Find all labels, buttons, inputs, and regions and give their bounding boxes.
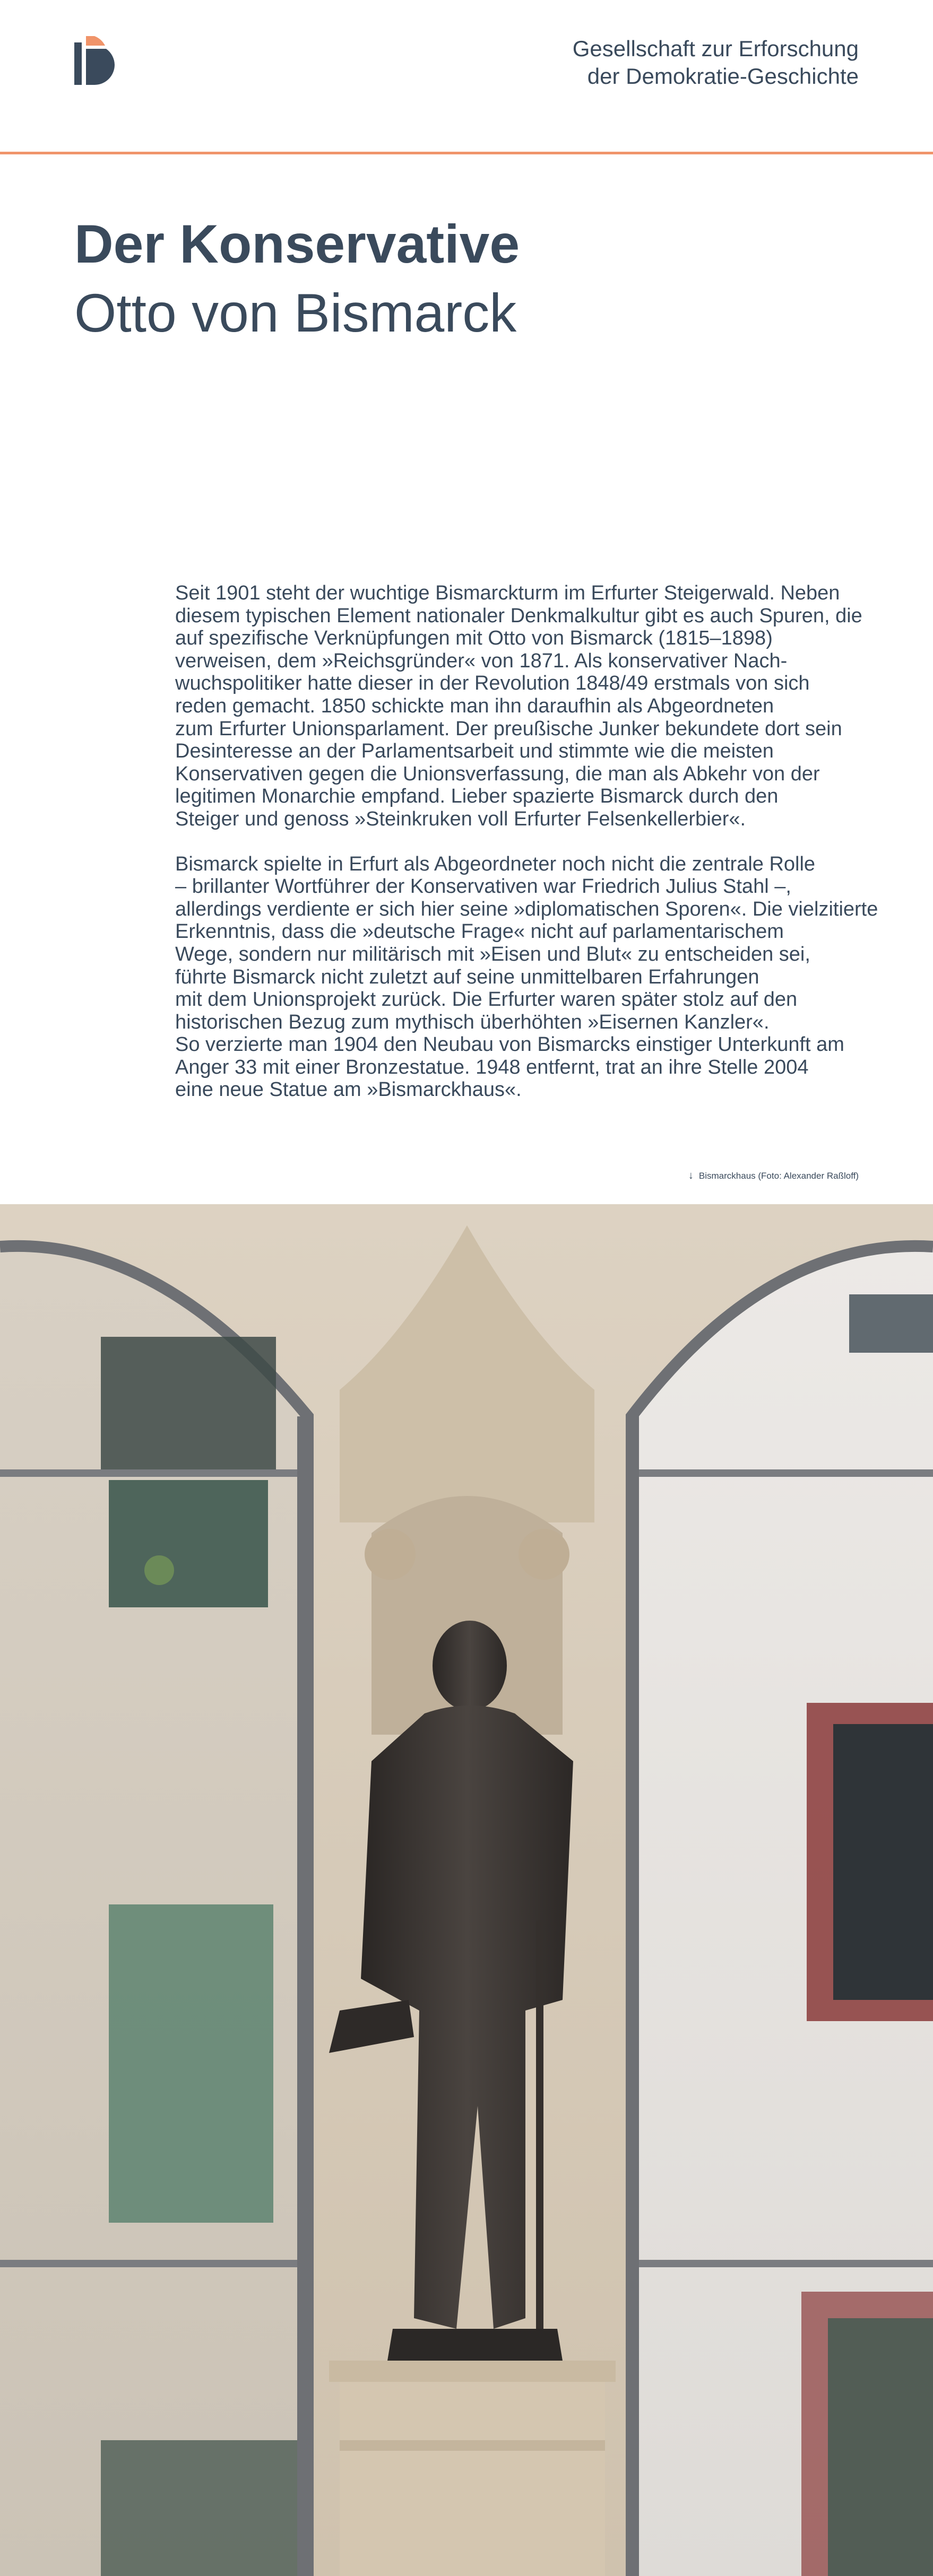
text-line: diesem typischen Element nationaler Denkmalkultur gibt es auch Spuren, die — [175, 604, 862, 627]
text-line: Desinteresse an der Parlamentsarbeit und stimmte wie die meisten — [175, 740, 774, 763]
organization-name-line2: der Demokratie-Geschichte — [587, 64, 859, 89]
text-line: Anger 33 mit einer Bronzestatue. 1948 entfernt, trat an ihre Stelle 2004 — [175, 1056, 809, 1078]
text-line: Konservativen gegen die Unionsverfassung, die man als Abkehr von der — [175, 762, 820, 785]
text-line: Erkenntnis, dass die »deutsche Frage« nicht auf parlamentarischem — [175, 920, 784, 943]
text-line: legitimen Monarchie empfand. Lieber spazierte Bismarck durch den — [175, 785, 779, 808]
header-divider — [0, 152, 933, 154]
page-subtitle: Otto von Bismarck — [74, 283, 517, 343]
statue-photo-illustration — [0, 1204, 933, 2576]
text-line: reden gemacht. 1850 schickte man ihn daraufhin als Abgeordneten — [175, 694, 774, 717]
organization-name — [573, 35, 859, 90]
text-line: – brillanter Wortführer der Konservativen war Friedrich Julius Stahl –, — [175, 875, 791, 898]
text-line: eine neue Statue am »Bismarckhaus«. — [175, 1078, 522, 1101]
photo-caption — [688, 1170, 859, 1182]
page-title: Der Konservative — [74, 214, 520, 274]
paragraph-1 — [175, 582, 865, 831]
text-line: wuchspolitiker hatte dieser in der Revolution 1848/49 erstmals von sich — [175, 672, 810, 695]
text-line: Wege, sondern nur militärisch mit »Eisen und Blut« zu entscheiden sei, — [175, 943, 810, 965]
text-line: auf spezifische Verknüpfungen mit Otto von Bismarck (1815–1898) — [175, 627, 773, 650]
text-line: Seit 1901 steht der wuchtige Bismarckturm im Erfurter Steigerwald. Neben — [175, 582, 840, 604]
gdg-logo-icon — [74, 36, 115, 85]
bismarck-statue-photo — [0, 1204, 933, 2576]
arrow-down-icon: ↓ — [688, 1170, 694, 1181]
body-text — [175, 582, 878, 1124]
page-header — [0, 0, 933, 152]
organization-name-line1: Gesellschaft zur Erforschung — [572, 36, 859, 61]
text-line: So verzierte man 1904 den Neubau von Bismarcks einstiger Unterkunft am — [175, 1033, 844, 1056]
text-line: zum Erfurter Unionsparlament. Der preußische Junker bekundete dort sein — [175, 717, 842, 740]
paragraph-2 — [175, 852, 878, 1102]
text-line: historischen Bezug zum mythisch überhöhten »Eisernen Kanzler«. — [175, 1011, 770, 1033]
text-line: Steiger und genoss »Steinkruken voll Erfurter Felsenkellerbier«. — [175, 807, 746, 830]
text-line: verweisen, dem »Reichsgründer« von 1871. Als konservativer Nach- — [175, 649, 788, 672]
photo-caption-text: Bismarckhaus (Foto: Alexander Raßloff) — [698, 1170, 859, 1181]
text-line: Bismarck spielte in Erfurt als Abgeordneter noch nicht die zentrale Rolle — [175, 852, 816, 875]
text-line: mit dem Unionsprojekt zurück. Die Erfurter waren später stolz auf den — [175, 988, 798, 1011]
text-line: allerdings verdiente er sich hier seine »diplomatischen Sporen«. Die vielzitierte — [175, 898, 878, 920]
text-line: führte Bismarck nicht zuletzt auf seine unmittelbaren Erfahrungen — [175, 965, 759, 988]
